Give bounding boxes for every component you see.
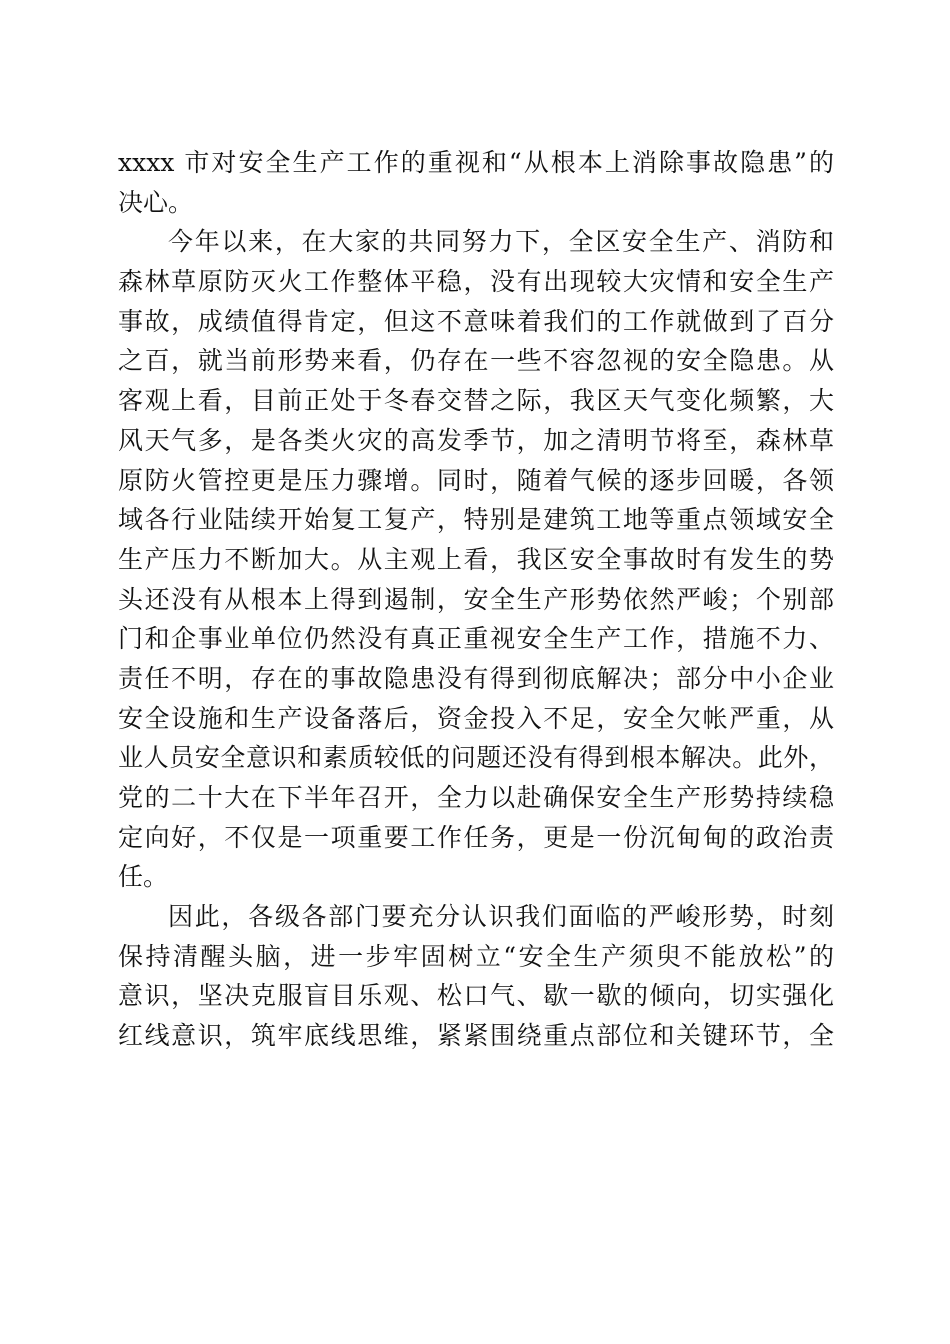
text-line: 今年以来，在大家的共同努力下，全区安全生产、消防和: [168, 227, 834, 257]
paragraph-3: [118, 897, 834, 1056]
paragraph-1: [118, 143, 834, 222]
document-body: [118, 143, 834, 1056]
text-line: 森林草原防灭火工作整体平稳，没有出现较大灾情和安全生产: [118, 267, 834, 297]
text-line: 客观上看，目前正处于冬春交替之际，我区天气变化频繁，大: [118, 386, 834, 416]
text-line: 党的二十大在下半年召开，全力以赴确保安全生产形势持续稳: [118, 783, 834, 812]
text-line: 事故，成绩值得肯定，但这不意味着我们的工作就做到了百分: [118, 306, 834, 336]
text-line: 意识，坚决克服盲目乐观、松口气、歇一歇的倾向，切实强化: [118, 981, 834, 1011]
text-line: 门和企事业单位仍然没有真正重视安全生产工作，措施不力、: [118, 624, 834, 654]
text-line: 保持清醒头脑，进一步牢固树立“安全生产须臾不能放松”的: [118, 941, 834, 971]
text-line: 生产压力不断加大。从主观上看，我区安全事故时有发生的势: [118, 544, 834, 574]
text-line: 业人员安全意识和素质较低的问题还没有得到根本解决。此外，: [118, 743, 834, 773]
text-line: 之百，就当前形势来看，仍存在一些不容忽视的安全隐患。从: [118, 346, 834, 376]
text-line: 域各行业陆续开始复工复产，特别是建筑工地等重点领域安全: [118, 505, 834, 535]
text-line: 因此，各级各部门要充分认识我们面临的严峻形势，时刻: [168, 902, 834, 932]
text-line: 安全设施和生产设备落后，资金投入不足，安全欠帐严重，从: [118, 703, 834, 733]
text-line: 原防火管控更是压力骤增。同时，随着气候的逐步回暖，各领: [118, 465, 834, 495]
text-line: 决心。: [118, 187, 194, 217]
text-line: 定向好，不仅是一项重要工作任务，更是一份沉甸甸的政治责: [118, 822, 834, 852]
paragraph-2: [118, 222, 834, 897]
text-line: 风天气多，是各类火灾的高发季节，加之清明节将至，森林草: [118, 425, 834, 455]
text-line: 责任不明，存在的事故隐患没有得到彻底解决；部分中小企业: [118, 663, 834, 693]
text-line: xxxx 市对安全生产工作的重视和“从根本上消除事故隐患”的: [118, 148, 834, 177]
text-line: 任。: [118, 862, 169, 892]
text-line: 红线意识，筑牢底线思维，紧紧围绕重点部位和关键环节，全: [118, 1021, 834, 1051]
text-line: 头还没有从根本上得到遏制，安全生产形势依然严峻；个别部: [118, 584, 834, 614]
